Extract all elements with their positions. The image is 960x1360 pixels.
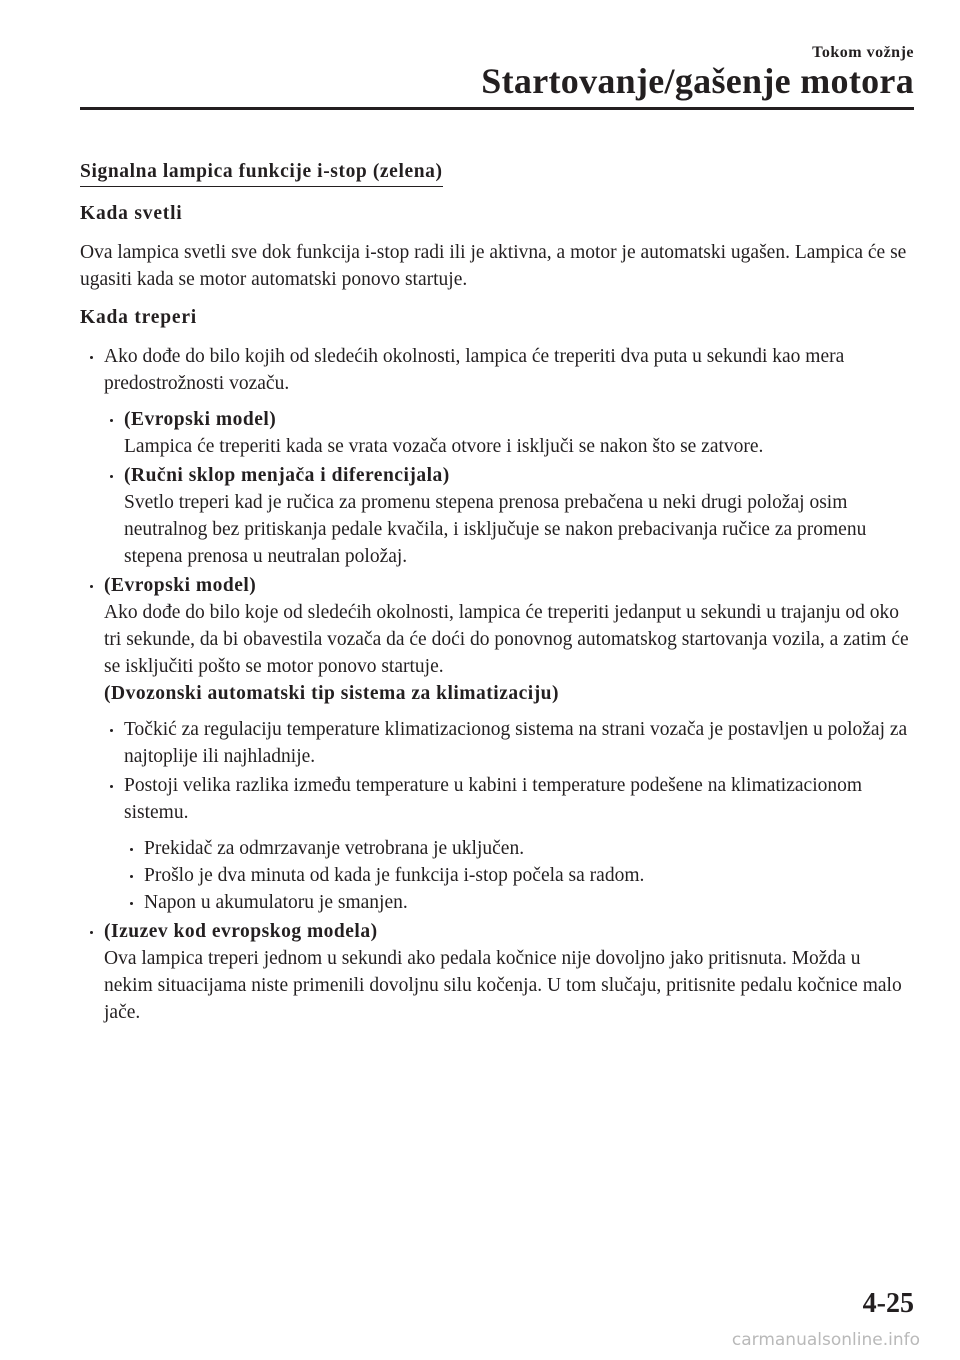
bullet-icon <box>130 902 133 905</box>
list-item-text: Ova lampica treperi jednom u sekundi ako pedala kočnice nije dovoljno jako pritisnuta. Možda u nekim situacijama niste primenili dovoljnu silu kočenja. U tom slučaju, pritisnite pedalu kočnice malo jače. <box>104 948 902 1023</box>
list-item-text: Prošlo je dva minuta od kada je funkcija i-stop počela sa radom. <box>144 865 645 886</box>
bullet-icon <box>110 785 113 788</box>
bullet-icon <box>110 475 113 478</box>
subheading-when-on: Kada svetli <box>80 203 183 224</box>
list-item-text: Postoji velika razlika između temperature u kabini i temperature podešene na klimatizacionom sistemu. <box>124 775 863 823</box>
section-title: Signalna lampica funkcije i-stop (zelena) <box>80 158 443 187</box>
bullet-icon <box>90 931 93 934</box>
main-content <box>80 158 914 1026</box>
list-item-text: Ako dođe do bilo koje od sledećih okolnosti, lampica će treperiti jedanput u sekundi u trajanju od oko tri sekunde, da bi obavestila vozača da će doći do ponovnog automatskog startovanja vozila, a zatim će se isključiti pošto se motor ponovo startuje. <box>104 602 909 677</box>
list-item <box>80 462 914 570</box>
paragraph-when-on: Ova lampica svetli sve dok funkcija i-stop radi ili je aktivna, a motor je automatski ugašen. Lampica će se ugasiti kada se motor automatski ponovo startuje. <box>80 242 907 290</box>
bullet-icon <box>130 848 133 851</box>
list-item-text: Napon u akumulatoru je smanjen. <box>144 892 408 913</box>
bullet-icon <box>110 419 113 422</box>
watermark: carmanualsonline.info <box>731 1330 920 1350</box>
list-item <box>80 343 914 397</box>
bullet-icon <box>130 875 133 878</box>
list-item <box>80 918 914 1026</box>
subheading-when-flashing: Kada treperi <box>80 307 198 328</box>
header-section-label: Tokom vožnje <box>812 44 914 61</box>
bullet-icon <box>90 356 93 359</box>
list-item-title: (Izuzev kod evropskog modela) <box>104 921 378 942</box>
list-item-subtitle: (Dvozonski automatski tip sistema za klimatizaciju) <box>104 683 560 704</box>
list-item <box>80 406 914 460</box>
bullet-icon <box>90 585 93 588</box>
bullet-icon <box>110 729 113 732</box>
list-item-text: Svetlo treperi kad je ručica za promenu stepena prenosa prebačena u neki drugi položaj osim neutralnog bez pritiskanja pedale kvačila, i isključuje se nakon prebacivanja ručice za promenu stepena prenosa u neutralan položaj. <box>124 492 867 567</box>
list-item-text: Ako dođe do bilo kojih od sledećih okolnosti, lampica će treperiti dva puta u sekundi kao mera predostrožnosti vozaču. <box>104 346 845 394</box>
page-number: 4-25 <box>862 1288 914 1319</box>
list-item-text: Točkić za regulaciju temperature klimatizacionog sistema na strani vozača je postavljen u položaj za najtoplije ili najhladnije. <box>124 719 908 767</box>
list-item <box>80 835 914 862</box>
list-item <box>80 572 914 707</box>
list-item-title: (Ručni sklop menjača i diferencijala) <box>124 465 450 486</box>
list-item <box>80 716 914 770</box>
header-divider <box>80 107 914 110</box>
page-title: Startovanje/gašenje motora <box>481 61 914 101</box>
list-item <box>80 862 914 889</box>
list-item-title: (Evropski model) <box>104 575 257 596</box>
list-item-text: Prekidač za odmrzavanje vetrobrana je uključen. <box>144 838 525 859</box>
list-item <box>80 889 914 916</box>
list-item <box>80 772 914 826</box>
list-item-title: (Evropski model) <box>124 409 277 430</box>
list-item-text: Lampica će treperiti kada se vrata vozača otvore i isključi se nakon što se zatvore. <box>124 436 764 457</box>
